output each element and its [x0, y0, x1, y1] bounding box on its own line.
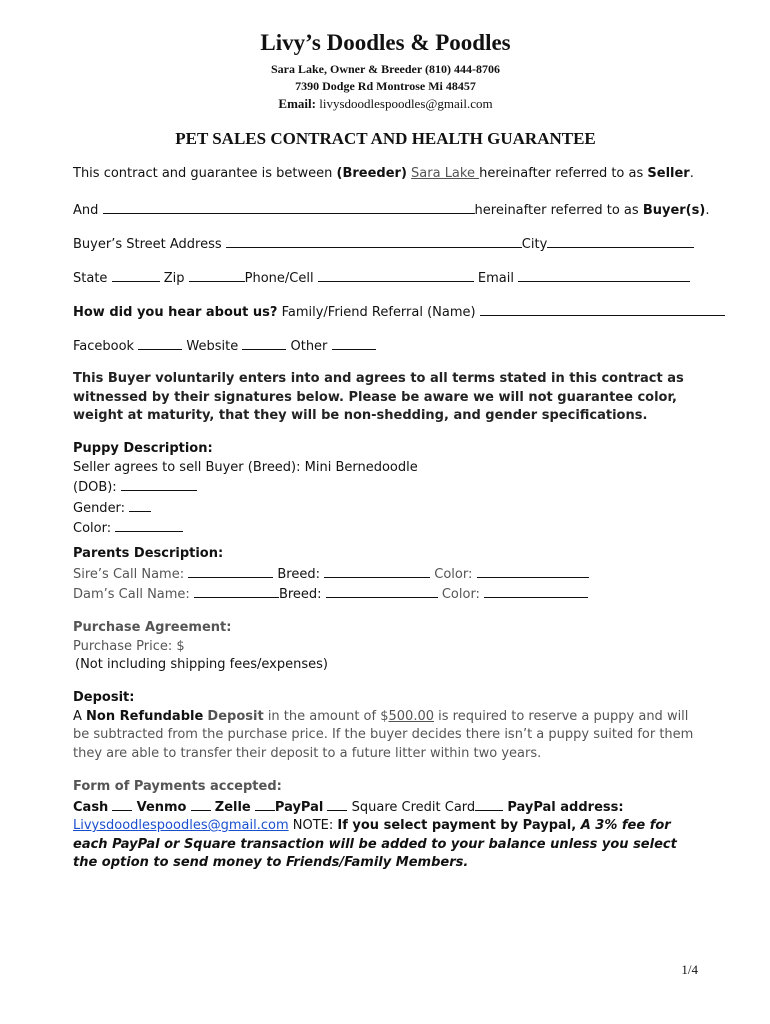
parents-heading: Parents Description:: [73, 546, 224, 561]
buyer-post: hereinafter referred to as: [474, 203, 643, 218]
sire-field[interactable]: [188, 564, 273, 578]
contact-email-label: Email: [477, 271, 514, 286]
deposit-amount: 500.00: [388, 708, 434, 724]
non-refundable-label: Non Refundable: [86, 708, 204, 724]
owner-line: Sara Lake, Owner & Breeder (810) 444-8706: [271, 62, 500, 76]
street-label: Buyer’s Street Address: [73, 237, 222, 252]
state-field[interactable]: [112, 268, 160, 282]
sire-breed-label: Breed:: [277, 566, 320, 582]
note-bold: If you select payment by Paypal,: [337, 818, 581, 833]
city-field[interactable]: [547, 234, 694, 248]
sire-color-field[interactable]: [477, 564, 589, 578]
city-label: City: [521, 237, 548, 252]
dam-field[interactable]: [194, 584, 279, 598]
payment-note: [73, 817, 698, 873]
buyer-name-field[interactable]: [103, 200, 475, 214]
puppy-section: [73, 440, 698, 539]
zelle-field[interactable]: [255, 797, 275, 811]
zelle-label: Zelle: [214, 799, 251, 815]
note-italic: A 3% fee for each PayPal or Square transaction will be added to your balance unless you select the option to send money to Friends/Family Members.: [73, 818, 677, 870]
facebook-field[interactable]: [138, 336, 182, 350]
deposit-rest: is required to reserve a puppy and will be subtracted from the purchase price. If the buyer decides there isn’t a puppy suited for them they are able to transfer their deposit to a future litter within two years.: [73, 708, 694, 761]
puppy-dob-row: [73, 477, 698, 498]
source-line: [73, 336, 698, 354]
referral-question: How did you hear about us?: [73, 305, 278, 320]
puppy-color-row: [73, 518, 698, 539]
purchase-price: Purchase Price: $: [73, 638, 185, 654]
paypal-label: PayPal: [274, 799, 324, 815]
payments-section: [73, 778, 698, 873]
purchase-note: (Not including shipping fees/expenses): [75, 657, 328, 672]
seller-label: Seller: [647, 166, 690, 181]
square-label: Square Credit Card: [351, 799, 476, 815]
square-field[interactable]: [475, 797, 503, 811]
website-field[interactable]: [242, 336, 286, 350]
puppy-color-field[interactable]: [115, 518, 183, 532]
dam-breed-field[interactable]: [326, 584, 438, 598]
referral-label: Family/Friend Referral (Name): [281, 305, 476, 320]
dam-row: [73, 584, 698, 605]
state-label: State: [73, 271, 108, 286]
contract-title: PET SALES CONTRACT AND HEALTH GUARANTEE: [175, 129, 596, 148]
gender-field[interactable]: [129, 498, 151, 512]
other-label: Other: [290, 339, 328, 354]
website-label: Website: [186, 339, 239, 354]
email-value: livysdoodlespoodles@gmail.com: [319, 96, 493, 111]
and-label: And: [73, 203, 99, 218]
header-email: [73, 95, 698, 113]
purchase-section: [73, 619, 698, 675]
facebook-label: Facebook: [73, 339, 135, 354]
gender-label: Gender:: [73, 500, 126, 516]
puppy-gender-row: [73, 498, 698, 519]
referral-field[interactable]: [480, 302, 725, 316]
dam-label: Dam’s Call Name:: [73, 587, 190, 602]
zip-field[interactable]: [189, 268, 245, 282]
paypal-email-link[interactable]: Livysdoodlespoodles@gmail.com: [73, 818, 289, 833]
buyer-line: [73, 200, 710, 218]
dob-label: (DOB):: [73, 480, 117, 495]
breeder-label: (Breeder): [336, 166, 407, 181]
intro-post: hereinafter referred to as: [479, 166, 648, 181]
puppy-color-label: Color:: [73, 521, 112, 536]
sire-color-label: Color:: [434, 566, 473, 582]
paypal-field[interactable]: [327, 797, 347, 811]
intro-pre: This contract and guarantee is between: [73, 166, 337, 181]
deposit-heading: Deposit:: [73, 690, 135, 705]
sire-row: [73, 564, 698, 585]
street-field[interactable]: [226, 234, 522, 248]
venmo-label: Venmo: [136, 799, 187, 815]
phone-field[interactable]: [318, 268, 474, 282]
deposit-a: A: [73, 708, 87, 724]
venmo-field[interactable]: [191, 797, 211, 811]
contact-email-field[interactable]: [518, 268, 690, 282]
business-title: Livy’s Doodles & Poodles: [260, 30, 511, 55]
payments-heading: Form of Payments accepted:: [73, 779, 282, 794]
parents-section: [73, 545, 698, 605]
payment-options-row: [73, 797, 698, 818]
deposit-section: [73, 689, 698, 763]
purchase-heading: Purchase Agreement:: [73, 620, 232, 635]
phone-label: Phone/Cell: [244, 271, 314, 286]
deposit-in-amount: in the amount of $: [263, 708, 389, 724]
sire-label: Sire’s Call Name:: [73, 566, 185, 582]
referral-line: [73, 302, 698, 320]
address-line: 7390 Dodge Rd Montrose Mi 48457: [295, 79, 476, 93]
dob-field[interactable]: [121, 477, 197, 491]
dam-color-label: Color:: [441, 587, 480, 602]
puppy-breed: Seller agrees to sell Buyer (Breed): Mini Bernedoodle: [73, 459, 418, 475]
cash-label: Cash: [73, 799, 109, 815]
breeder-name: Sara Lake: [411, 166, 480, 181]
buyer-label: Buyer(s): [642, 203, 706, 218]
dam-color-field[interactable]: [484, 584, 588, 598]
cash-field[interactable]: [112, 797, 132, 811]
paypal-address-label: PayPal address:: [507, 799, 624, 815]
contact-line: [73, 268, 698, 286]
sire-breed-field[interactable]: [324, 564, 430, 578]
intro-line: [73, 166, 698, 184]
other-field[interactable]: [332, 336, 376, 350]
street-address-line: [73, 234, 698, 252]
intro-period: .: [689, 166, 694, 181]
buyer-period: .: [705, 203, 710, 218]
puppy-heading: Puppy Description:: [73, 441, 213, 456]
page-number: 1/4: [681, 962, 698, 977]
dam-breed-label: Breed:: [278, 587, 322, 602]
terms-paragraph: This Buyer voluntarily enters into and agrees to all terms stated in this contract as witnessed by their signatures below. Please be aware we will not guarantee color, weight at maturity, that they will be non-shedding, and gender specifications.: [73, 371, 684, 423]
note-label: NOTE:: [288, 818, 338, 833]
deposit-paragraph: [73, 708, 698, 764]
zip-label: Zip: [163, 271, 185, 286]
email-label: Email:: [278, 96, 316, 111]
deposit-word: Deposit: [207, 708, 264, 724]
